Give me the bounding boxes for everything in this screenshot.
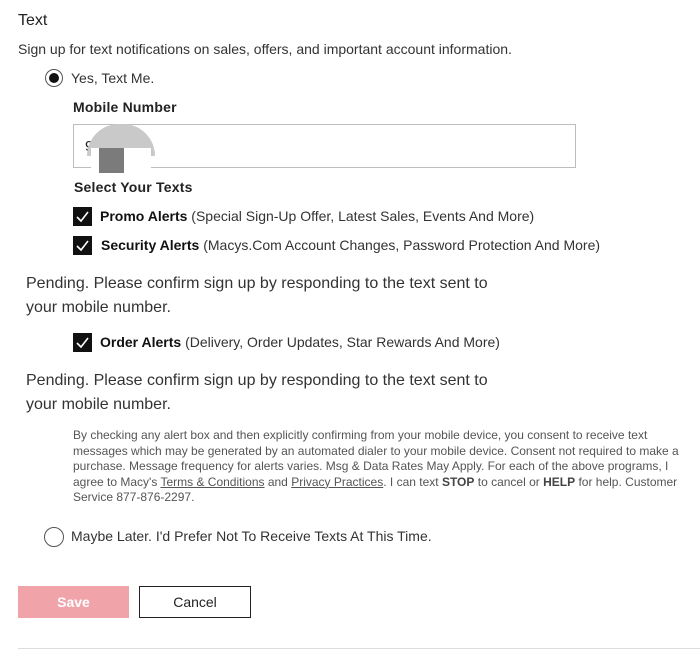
disclaimer-text: for help. Customer Service 877-876-2297. (73, 474, 678, 505)
terms-conditions-link[interactable]: Terms & Conditions (160, 474, 265, 489)
disclaimer-text: to cancel or (474, 474, 544, 489)
stop-keyword: STOP (441, 474, 475, 489)
cancel-button[interactable]: Cancel (139, 586, 251, 618)
maybe-later-label[interactable]: Maybe Later. I'd Prefer Not To Receive Texts At This Time. (71, 528, 432, 544)
disclaimer-text: . I can text (383, 474, 442, 489)
order-alerts-checkbox[interactable] (73, 333, 92, 352)
yes-text-me-label[interactable]: Yes, Text Me. (71, 70, 155, 86)
pending-message-security (26, 272, 506, 320)
security-alerts-name: Security Alerts (101, 237, 200, 253)
select-texts-label: Select Your Texts (74, 179, 193, 195)
section-title: Text (18, 12, 48, 29)
checkmark-icon (75, 209, 90, 224)
order-alerts-detail: (Delivery, Order Updates, Star Rewards And More) (185, 334, 500, 350)
order-alerts-name: Order Alerts (100, 334, 182, 350)
save-button[interactable]: Save (18, 586, 129, 618)
pending-line-1: Pending. Please confirm sign up by responding to the text sent to (26, 372, 488, 389)
security-alerts-checkbox[interactable] (73, 236, 92, 255)
pending-message-order (26, 369, 506, 417)
mobile-number-label: Mobile Number (73, 99, 177, 115)
pending-line-2: your mobile number. (26, 299, 171, 316)
security-alerts-detail: (Macys.Com Account Changes, Password Protection And More) (203, 237, 601, 253)
disclaimer-text: and (264, 474, 292, 489)
bottom-divider (18, 648, 700, 649)
consent-disclaimer (73, 428, 685, 506)
pending-line-2: your mobile number. (26, 396, 171, 413)
redaction-overlay-stem (99, 148, 124, 173)
section-description: Sign up for text notifications on sales, offers, and important account information. (18, 41, 512, 57)
promo-alerts-text (100, 208, 534, 224)
checkmark-icon (75, 335, 90, 350)
promo-alerts-name: Promo Alerts (100, 208, 188, 224)
disclaimer-text: By checking any alert box and then explicitly confirming from your mobile device, you consent to receive text messages which may be generated by an automated dialer to your mobile device. Consent not required to make a purchase. Message frequency for alerts varies. Msg & Data Rates May Apply. For each of the above programs, I agree to Macy's (73, 428, 679, 489)
security-alerts-text (101, 237, 600, 253)
checkmark-icon (75, 238, 90, 253)
help-keyword: HELP (543, 474, 576, 489)
promo-alerts-checkbox[interactable] (73, 207, 92, 226)
privacy-practices-link[interactable]: Privacy Practices (291, 474, 384, 489)
order-alerts-text (100, 334, 500, 350)
yes-text-me-radio[interactable] (45, 69, 63, 87)
pending-line-1: Pending. Please confirm sign up by responding to the text sent to (26, 275, 488, 292)
promo-alerts-detail: (Special Sign-Up Offer, Latest Sales, Events And More) (191, 208, 535, 224)
maybe-later-radio[interactable] (44, 527, 64, 547)
